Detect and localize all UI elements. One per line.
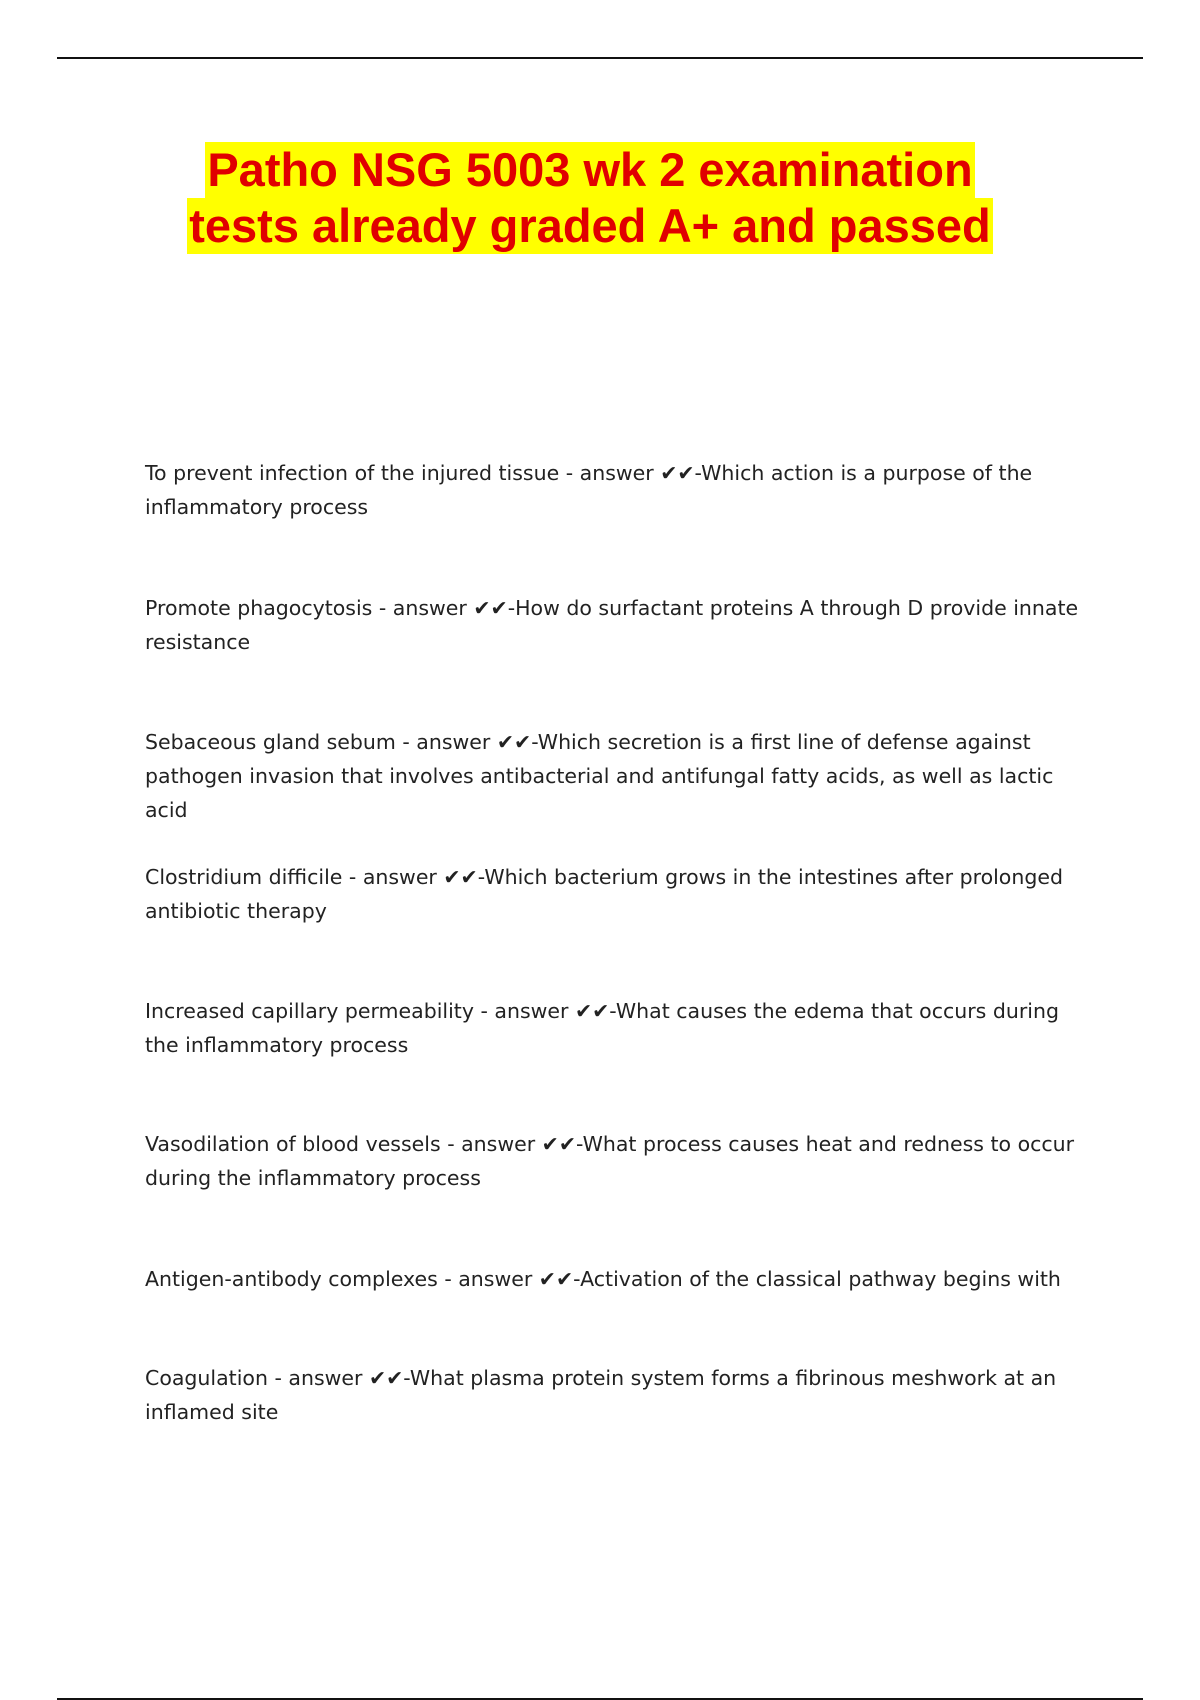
answer-separator: - answer ✔✔- [395, 730, 538, 754]
qa-entry [145, 1262, 1095, 1296]
qa-entry [145, 994, 1095, 1062]
question-text: What causes the edema that occurs during the inflammatory process [145, 999, 1060, 1057]
document-title [150, 142, 1030, 254]
question-text: Which secretion is a first line of defense against pathogen invasion that involves antibacterial and antifungal fatty acids, as well as lactic acid [145, 730, 1054, 822]
question-text: Which bacterium grows in the intestines after prolonged antibiotic therapy [145, 865, 1063, 923]
qa-entry [145, 456, 1095, 524]
question-text: What process causes heat and redness to occur during the inflammatory process [145, 1132, 1075, 1190]
question-text: Which action is a purpose of the inflammatory process [145, 461, 1033, 519]
answer-separator: - answer ✔✔- [437, 1267, 581, 1291]
answer-text: Vasodilation of blood vessels [145, 1132, 441, 1156]
qa-entry [145, 591, 1095, 659]
answer-text: Sebaceous gland sebum [145, 730, 396, 754]
answer-separator: - answer ✔✔- [342, 865, 485, 889]
answer-text: Coagulation [145, 1366, 268, 1390]
answer-separator: - answer ✔✔- [372, 596, 516, 620]
qa-entry [145, 860, 1095, 928]
qa-entry [145, 725, 1095, 827]
answer-text: Clostridium difficile [145, 865, 343, 889]
answer-separator: - answer ✔✔- [473, 999, 616, 1023]
qa-entry [145, 1127, 1095, 1195]
question-text: How do surfactant proteins A through D provide innate resistance [145, 596, 1079, 654]
answer-separator: - answer ✔✔- [559, 461, 702, 485]
question-text: Activation of the classical pathway begins with [580, 1267, 1061, 1291]
title-line-1: Patho NSG 5003 wk 2 examination [207, 143, 973, 196]
answer-text: Increased capillary permeability [145, 999, 474, 1023]
answer-separator: - answer ✔✔- [440, 1132, 583, 1156]
answer-text: Promote phagocytosis [145, 596, 373, 620]
title-line-2: tests already graded A+ and passed [189, 199, 991, 252]
top-rule [57, 57, 1143, 59]
qa-entry [145, 1361, 1095, 1429]
answer-text: To prevent infection of the injured tissue [145, 461, 560, 485]
answer-separator: - answer ✔✔- [267, 1366, 410, 1390]
question-text: What plasma protein system forms a fibrinous meshwork at an inflamed site [145, 1366, 1057, 1424]
answer-text: Antigen-antibody complexes [145, 1267, 438, 1291]
